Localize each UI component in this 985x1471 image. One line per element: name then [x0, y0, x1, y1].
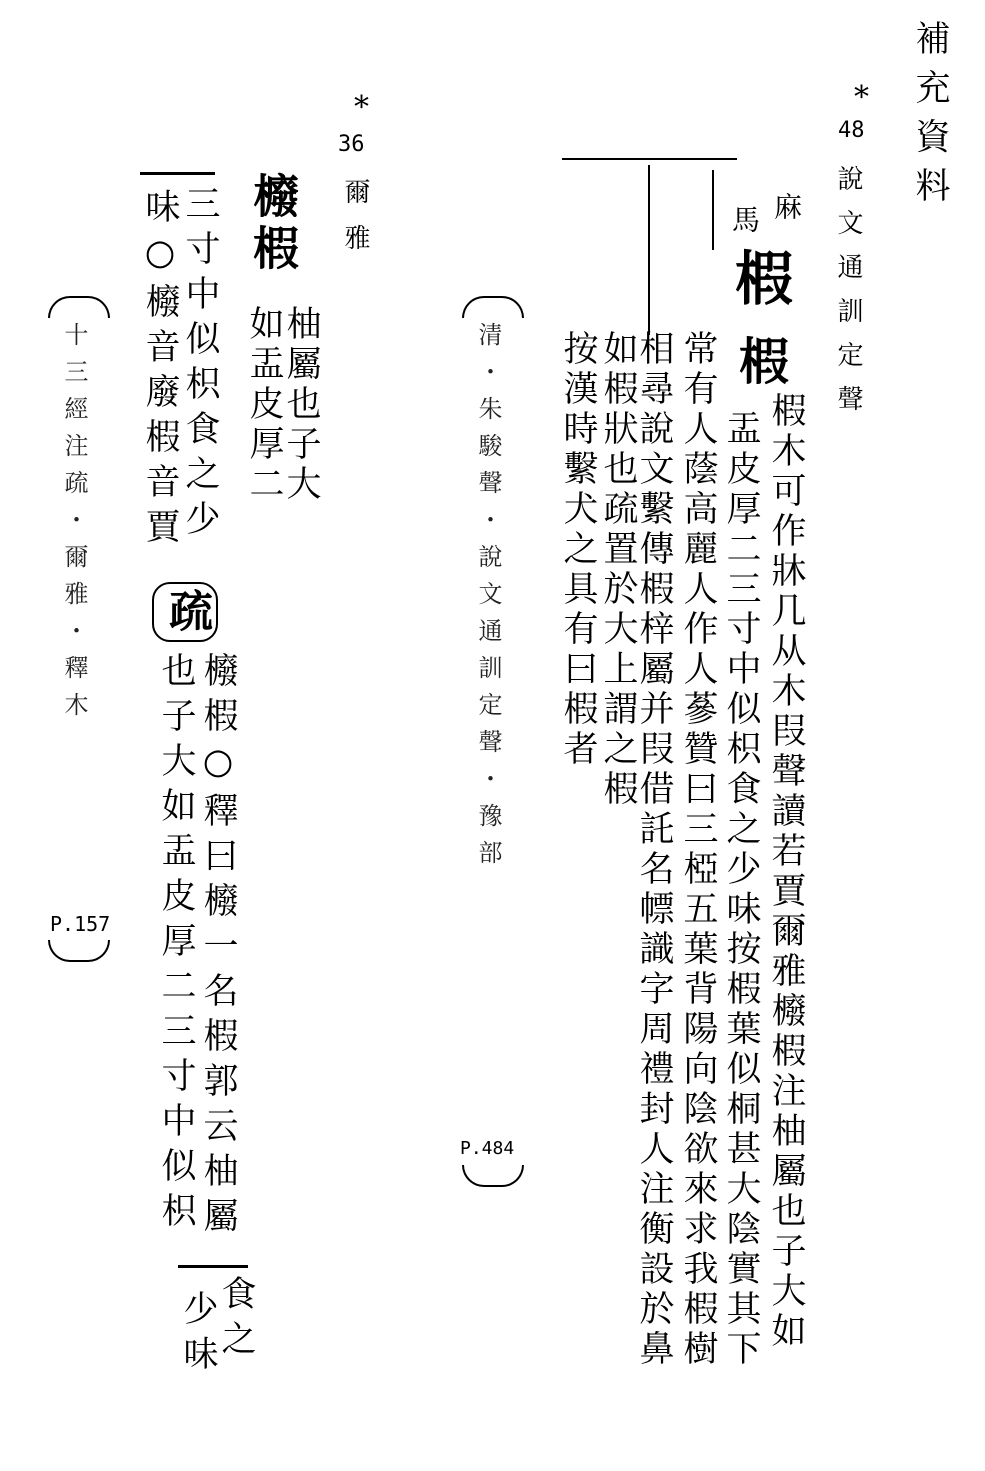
- ref2-shu-col-1: 櫠椵○釋曰櫠一名椵郭云柚屬: [198, 652, 238, 1242]
- ref1-head-small-1: 麻: [770, 192, 803, 220]
- ref2-shu-col-4: 少味: [178, 1290, 218, 1380]
- ref1-citation-paren-top: [462, 296, 524, 318]
- margin-title: 補充資料: [910, 20, 950, 216]
- ref1-col-1: 椵木可作牀几从木叚聲讀若賈爾雅櫠椵注柚屬也子大如: [766, 392, 806, 1352]
- ref1-citation-paren-bottom: [462, 1165, 524, 1187]
- ref1-page: P.484: [460, 1138, 515, 1159]
- ref1-vertical-rule: [648, 165, 650, 335]
- ref2-source: 爾雅: [340, 178, 370, 270]
- ref2-shu-col-3: 食之: [216, 1275, 256, 1365]
- ref1-entry-char: 椵: [731, 335, 790, 385]
- ref1-top-rule: [562, 158, 737, 160]
- ref2-col-2: 味○櫠音廢椵音賈: [140, 188, 180, 553]
- ref1-source: 說文通訓定聲: [833, 165, 863, 429]
- ref2-entry-text: 柚屬也子大: [281, 305, 321, 505]
- ref2-head-chars: 櫠椵: [246, 172, 300, 276]
- ref1-col-3: 常有人蔭高麗人作人蔘贊曰三椏五葉背陽向陰欲來求我椵樹: [678, 330, 718, 1370]
- ref2-shu-label: 疏: [161, 588, 212, 632]
- ref1-head-small-2: 馬: [728, 205, 761, 233]
- ref1-number: 48: [838, 118, 865, 143]
- ref1-col-4: 相尋說文繫傳椵梓屬并叚借託名幖識字周禮封人注衡設於鼻: [634, 330, 674, 1370]
- ref1-marker: *: [844, 80, 879, 124]
- ref1-citation: 清・朱駿聲・說文通訓定聲・豫部: [474, 322, 502, 877]
- ref2-bottom-rule: [178, 1265, 248, 1268]
- ref2-entry-text-2: 如盂皮厚二: [244, 305, 284, 505]
- ref2-shu-col-2: 也子大如盂皮厚二三寸中似枳: [156, 652, 196, 1237]
- ref2-number: 36: [338, 132, 365, 157]
- ref2-top-rule: [140, 172, 215, 175]
- ref2-page: P.157: [50, 912, 111, 936]
- ref1-col-6: 按漢時繫犬之具有曰椵者: [558, 330, 598, 770]
- ref2-col-1: 三寸中似枳食之少: [180, 185, 220, 545]
- ref1-head-char: 椵: [725, 248, 793, 306]
- ref1-col-5: 如椵狀也疏置於大上謂之椵: [598, 330, 638, 810]
- ref1-vertical-rule-2: [712, 170, 714, 250]
- ref2-citation-paren-top: [48, 296, 110, 318]
- ref2-citation: 十三經注疏・爾雅・釋木: [60, 322, 88, 729]
- ref1-col-2: 盂皮厚二三寸中似枳食之少味按椵葉似桐甚大陰實其下: [721, 410, 761, 1370]
- ref2-marker: *: [344, 90, 379, 134]
- ref2-citation-paren-bottom: [48, 940, 110, 962]
